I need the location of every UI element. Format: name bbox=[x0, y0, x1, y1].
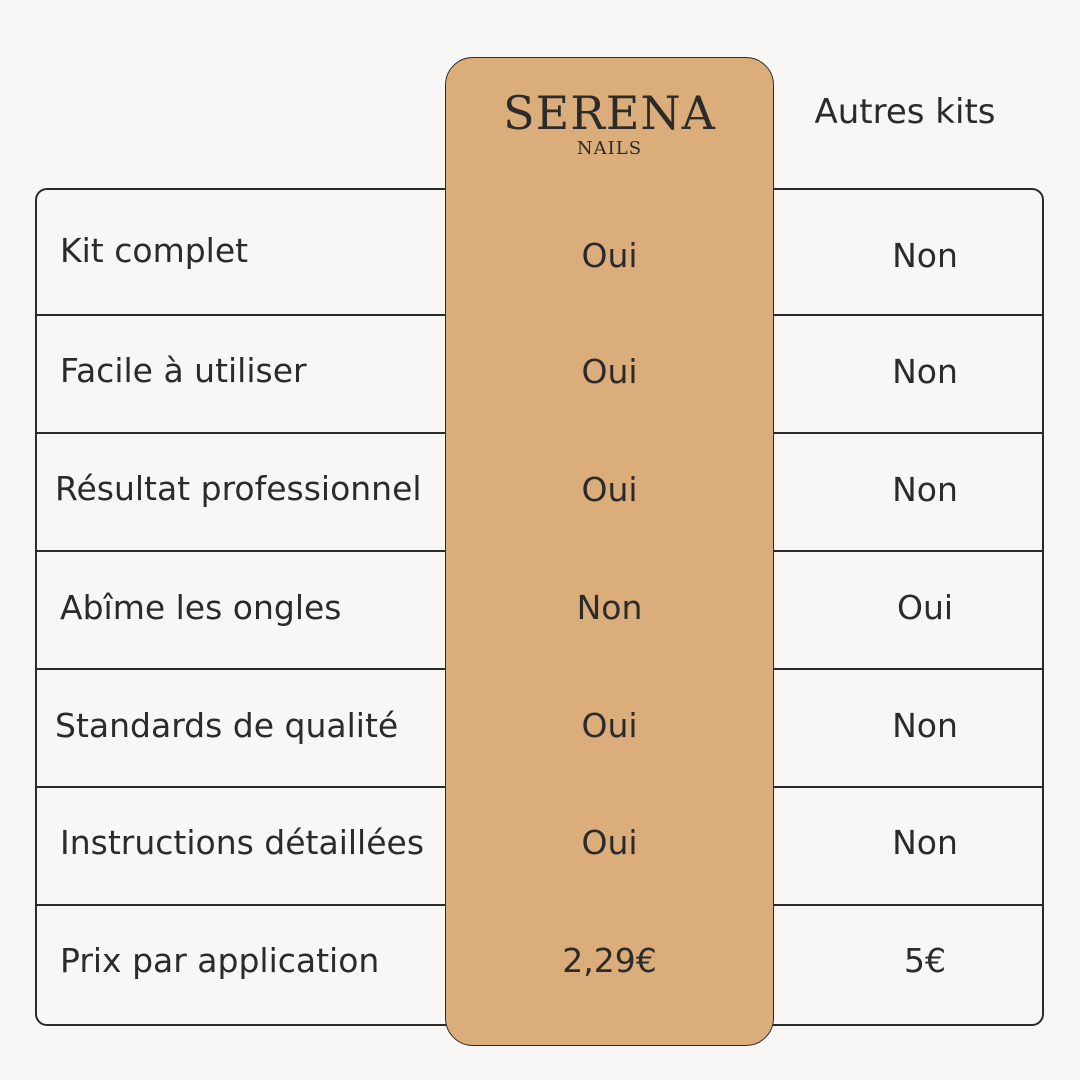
others-value: 5€ bbox=[904, 941, 946, 980]
serena-value: Oui bbox=[581, 470, 638, 509]
brand-subtitle: NAILS bbox=[576, 138, 643, 159]
competitor-column-header: Autres kits bbox=[814, 92, 996, 132]
others-value: Non bbox=[892, 470, 958, 509]
brand-logo bbox=[445, 86, 774, 159]
row-label: Résultat professionnel bbox=[55, 469, 422, 508]
row-label: Instructions détaillées bbox=[60, 823, 425, 862]
serena-value: 2,29€ bbox=[562, 941, 657, 980]
serena-value: Oui bbox=[581, 823, 638, 862]
others-value: Non bbox=[892, 236, 958, 275]
row-label: Standards de qualité bbox=[55, 706, 399, 745]
serena-value: Oui bbox=[581, 352, 638, 391]
serena-value: Oui bbox=[581, 236, 638, 275]
row-label: Prix par application bbox=[60, 941, 380, 980]
row-label: Kit complet bbox=[60, 231, 249, 270]
others-value: Non bbox=[892, 352, 958, 391]
others-value: Non bbox=[892, 823, 958, 862]
serena-value: Non bbox=[576, 588, 643, 627]
serena-highlight-column bbox=[445, 57, 774, 1046]
others-value: Oui bbox=[896, 588, 954, 627]
others-value: Non bbox=[892, 706, 958, 745]
brand-name: SERENA bbox=[503, 86, 716, 140]
row-label: Facile à utiliser bbox=[60, 351, 307, 390]
row-label: Abîme les ongles bbox=[60, 588, 342, 627]
serena-value: Oui bbox=[581, 706, 638, 745]
